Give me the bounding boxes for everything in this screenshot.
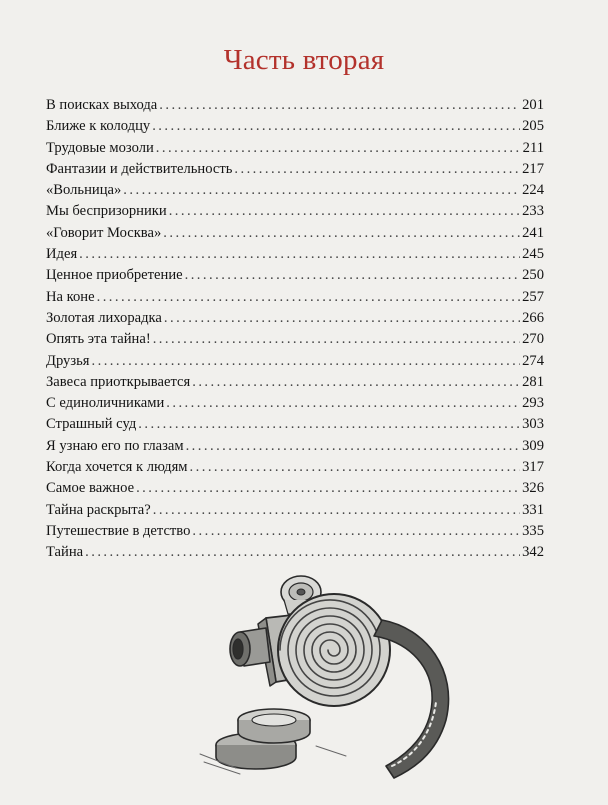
toc-leader-dots bbox=[163, 223, 520, 244]
toc-entry-page-number: 266 bbox=[522, 309, 544, 326]
toc-entry-page-number: 342 bbox=[522, 544, 544, 561]
toc-entry bbox=[46, 521, 544, 542]
toc-entry bbox=[46, 308, 544, 329]
toc-entry-page-number: 211 bbox=[522, 139, 544, 156]
toc-entry-title: Тайна раскрыта? bbox=[46, 501, 151, 518]
toc-entry-title: «Вольница» bbox=[46, 182, 122, 199]
toc-leader-dots bbox=[190, 457, 521, 478]
toc-entry-title: Путешествие в детство bbox=[46, 522, 191, 539]
toc-entry-page-number: 303 bbox=[522, 416, 544, 433]
toc-leader-dots bbox=[164, 308, 520, 329]
toc-entry bbox=[46, 329, 544, 350]
toc-entry-page-number: 335 bbox=[522, 522, 544, 539]
toc-entry-title: В поисках выхода bbox=[46, 97, 158, 113]
toc-entry-title: Фантазии и действительность bbox=[46, 160, 233, 177]
toc-entry bbox=[46, 287, 544, 308]
table-of-contents bbox=[46, 95, 544, 564]
toc-entry-title: Ближе к колодцу bbox=[46, 118, 151, 135]
toc-entry-page-number: 241 bbox=[522, 224, 544, 241]
toc-entry-page-number: 224 bbox=[522, 182, 544, 199]
toc-entry-page-number: 201 bbox=[522, 97, 544, 113]
toc-entry-page-number: 326 bbox=[522, 480, 544, 497]
toc-leader-dots bbox=[138, 414, 520, 435]
toc-entry-page-number: 281 bbox=[522, 373, 544, 390]
toc-entry-page-number: 317 bbox=[522, 459, 544, 476]
toc-entry bbox=[46, 414, 544, 435]
toc-entry-page-number: 293 bbox=[522, 395, 544, 412]
section-title: Часть вторая bbox=[223, 44, 385, 76]
toc-entry-title: Идея bbox=[46, 246, 78, 263]
toc-entry-page-number: 309 bbox=[522, 437, 544, 454]
toc-leader-dots bbox=[153, 500, 520, 521]
toc-entry bbox=[46, 542, 544, 563]
toc-leader-dots bbox=[192, 372, 520, 393]
toc-entry bbox=[46, 138, 544, 159]
toc-leader-dots bbox=[169, 201, 520, 222]
toc-entry-page-number: 331 bbox=[522, 501, 544, 518]
toc-entry-title: Страшный суд bbox=[46, 416, 137, 433]
toc-entry bbox=[46, 95, 544, 116]
toc-entry-title: На коне bbox=[46, 288, 95, 305]
projector-lens-icon bbox=[230, 628, 270, 666]
toc-entry bbox=[46, 478, 544, 499]
film-projector-reels-illustration bbox=[196, 570, 466, 785]
film-canisters-icon bbox=[200, 709, 346, 774]
toc-entry-page-number: 233 bbox=[522, 203, 544, 220]
toc-entry-title: Завеса приоткрывается bbox=[46, 373, 191, 390]
toc-entry bbox=[46, 265, 544, 286]
toc-entry-title: С единоличниками bbox=[46, 395, 165, 412]
toc-entry bbox=[46, 351, 544, 372]
toc-entry bbox=[46, 116, 544, 137]
toc-entry bbox=[46, 436, 544, 457]
toc-entry bbox=[46, 372, 544, 393]
toc-leader-dots bbox=[152, 116, 520, 137]
toc-entry-title: Тайна bbox=[46, 544, 84, 561]
toc-leader-dots bbox=[156, 138, 521, 159]
toc-entry bbox=[46, 500, 544, 521]
toc-entry bbox=[46, 244, 544, 265]
toc-entry-title: Друзья bbox=[46, 352, 90, 369]
toc-entry-page-number: 217 bbox=[522, 160, 544, 177]
toc-leader-dots bbox=[97, 287, 521, 308]
toc-entry-page-number: 245 bbox=[522, 246, 544, 263]
toc-entry-title: Ценное приобретение bbox=[46, 267, 183, 284]
toc-entry bbox=[46, 159, 544, 180]
toc-entry-title: Опять эта тайна! bbox=[46, 331, 151, 348]
toc-entry-title: Золотая лихорадка bbox=[46, 309, 162, 326]
toc-entry bbox=[46, 201, 544, 222]
toc-leader-dots bbox=[85, 542, 520, 563]
toc-entry-title: Когда хочется к людям bbox=[46, 459, 188, 476]
toc-leader-dots bbox=[234, 159, 520, 180]
film-spiral-icon bbox=[278, 594, 449, 778]
toc-entry-page-number: 250 bbox=[522, 267, 544, 284]
toc-leader-dots bbox=[186, 436, 521, 457]
toc-entry-page-number: 205 bbox=[522, 118, 544, 135]
toc-entry-page-number: 270 bbox=[522, 331, 544, 348]
toc-leader-dots bbox=[123, 180, 520, 201]
toc-entry bbox=[46, 180, 544, 201]
toc-entry bbox=[46, 223, 544, 244]
toc-entry-title: Трудовые мозоли bbox=[46, 139, 154, 156]
toc-leader-dots bbox=[92, 351, 521, 372]
toc-leader-dots bbox=[166, 393, 520, 414]
toc-leader-dots bbox=[159, 95, 520, 116]
toc-leader-dots bbox=[136, 478, 520, 499]
toc-leader-dots bbox=[153, 329, 520, 350]
toc-entry-page-number: 257 bbox=[522, 288, 544, 305]
toc-entry-title: «Говорит Москва» bbox=[46, 224, 162, 241]
toc-entry-title: Самое важное bbox=[46, 480, 135, 497]
toc-entry bbox=[46, 393, 544, 414]
toc-leader-dots bbox=[192, 521, 520, 542]
toc-leader-dots bbox=[185, 265, 521, 286]
toc-entry bbox=[46, 457, 544, 478]
toc-entry-title: Мы беспризорники bbox=[46, 203, 167, 220]
toc-entry-page-number: 274 bbox=[522, 352, 544, 369]
toc-leader-dots bbox=[79, 244, 520, 265]
toc-entry-title: Я узнаю его по глазам bbox=[46, 437, 184, 454]
